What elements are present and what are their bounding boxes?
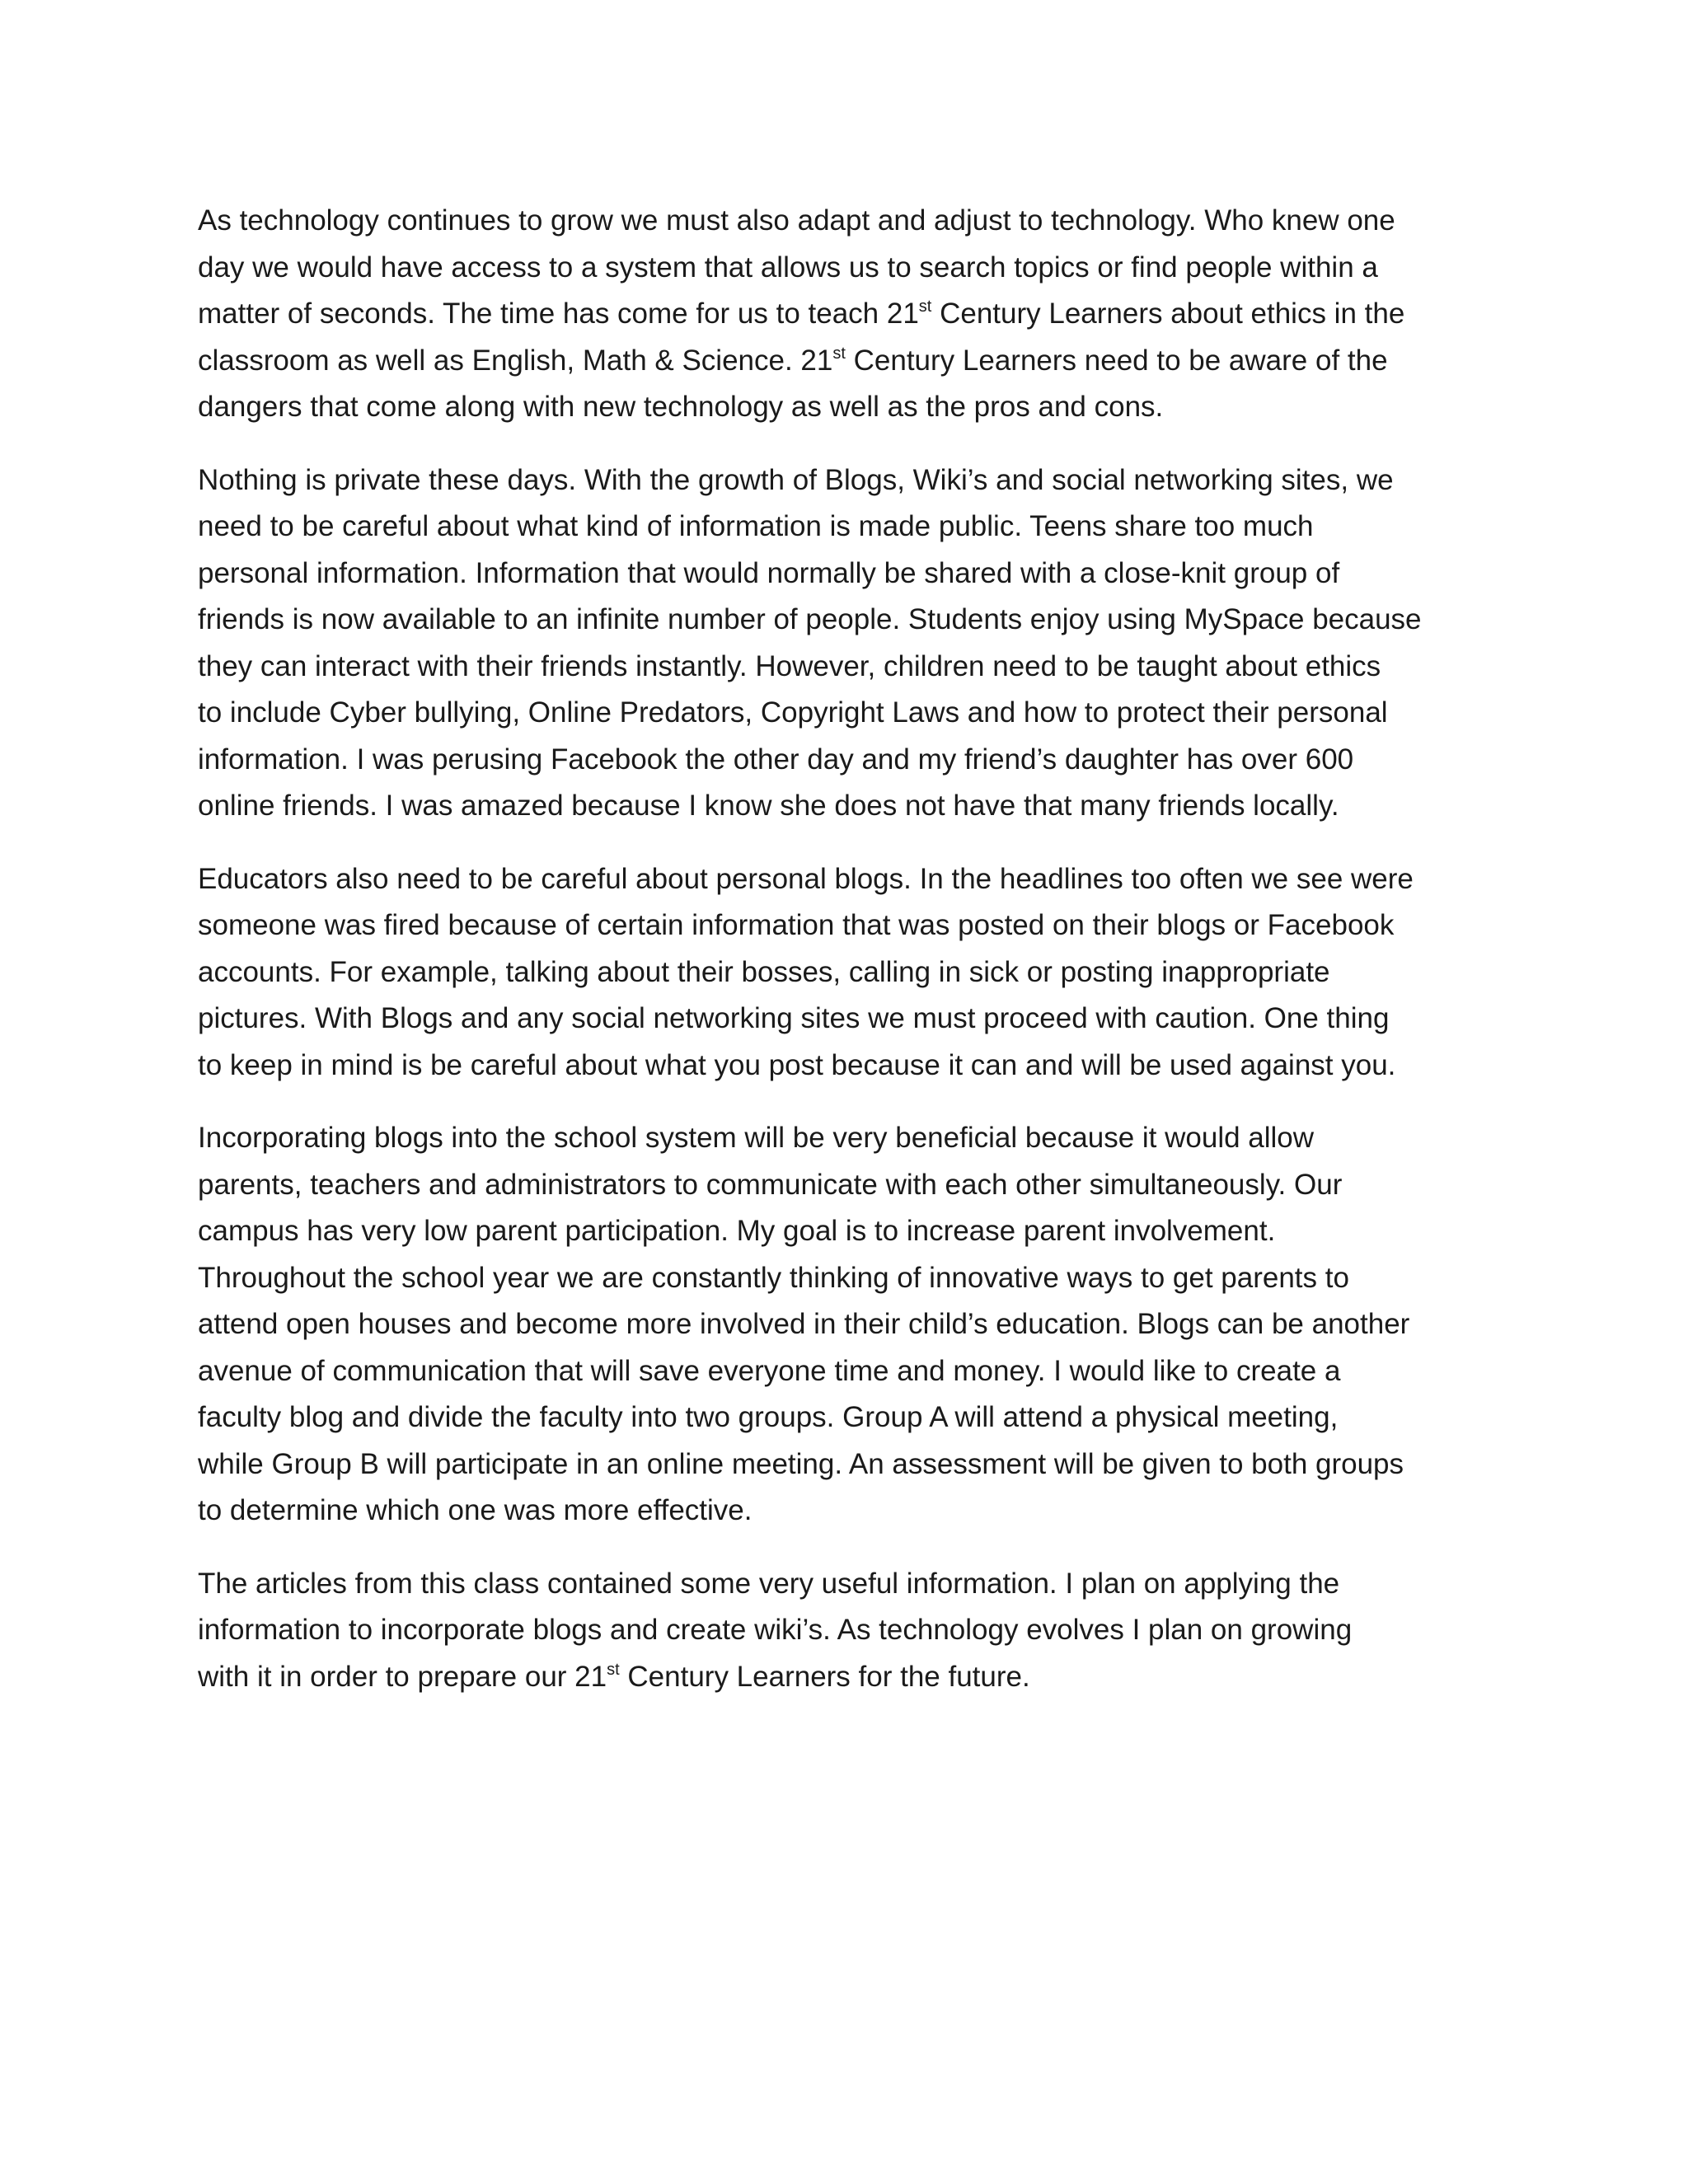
superscript-ordinal: st: [607, 1660, 620, 1679]
text-line: campus has very low parent participation. My goal is to increase parent involvement.: [198, 1215, 1276, 1247]
text-line: they can interact with their friends instantly. However, children need to be taught about ethics: [198, 649, 1381, 682]
text-line: As technology continues to grow we must also adapt and adjust to technology. Who knew one: [198, 204, 1395, 237]
text-line: day we would have access to a system that allows us to search topics or find people within a: [198, 251, 1378, 284]
text-line: need to be careful about what kind of information is made public. Teens share too much: [198, 510, 1314, 542]
text-line: dangers that come along with new technology as well as the pros and cons.: [198, 391, 1164, 423]
text-line: someone was fired because of certain information that was posted on their blogs or Facebook: [198, 909, 1395, 941]
text-line: to determine which one was more effective.: [198, 1494, 753, 1526]
text-line: personal information. Information that would normally be shared with a close-knit group of: [198, 556, 1340, 589]
text-line: Nothing is private these days. With the growth of Blogs, Wiki’s and social networking sites, we: [198, 463, 1394, 496]
superscript-ordinal: st: [918, 298, 932, 316]
paragraph-4: [198, 1115, 1492, 1535]
text-line: The articles from this class contained some very useful information. I plan on applying the: [198, 1567, 1340, 1600]
text-line: to keep in mind is be careful about what you post because it can and will be used against you.: [198, 1048, 1396, 1081]
text-line: faculty blog and divide the faculty into two groups. Group A will attend a physical meeting,: [198, 1401, 1339, 1433]
document-body: [198, 198, 1492, 1727]
text-line: Incorporating blogs into the school system will be very beneficial because it would allow: [198, 1122, 1315, 1154]
text-line: accounts. For example, talking about their bosses, calling in sick or posting inappropriate: [198, 955, 1330, 988]
text-line: while Group B will participate in an online meeting. An assessment will be given to both groups: [198, 1447, 1404, 1480]
paragraph-1: [198, 198, 1492, 431]
paragraph-2: [198, 457, 1492, 830]
text-line: attend open houses and become more involved in their child’s education. Blogs can be another: [198, 1308, 1410, 1340]
text-line: information. I was perusing Facebook the other day and my friend’s daughter has over 600: [198, 743, 1354, 776]
text-line: classroom as well as English, Math & Science. 21st Century Learners need to be aware of the: [198, 344, 1388, 377]
text-line: pictures. With Blogs and any social networking sites we must proceed with caution. One thing: [198, 1002, 1390, 1034]
paragraph-3: [198, 856, 1492, 1090]
superscript-ordinal: st: [832, 344, 846, 363]
paragraph-5: [198, 1561, 1492, 1701]
text-line: parents, teachers and administrators to communicate with each other simultaneously. Our: [198, 1168, 1343, 1201]
text-line: online friends. I was amazed because I know she does not have that many friends locally.: [198, 790, 1339, 822]
text-line: to include Cyber bullying, Online Predators, Copyright Laws and how to protect their personal: [198, 696, 1388, 729]
text-line: Educators also need to be careful about personal blogs. In the headlines too often we see were: [198, 862, 1414, 895]
text-line: Throughout the school year we are constantly thinking of innovative ways to get parents to: [198, 1261, 1349, 1294]
text-line: avenue of communication that will save everyone time and money. I would like to create a: [198, 1354, 1341, 1387]
text-line: information to incorporate blogs and create wiki’s. As technology evolves I plan on growing: [198, 1614, 1353, 1646]
text-line: with it in order to prepare our 21st Century Learners for the future.: [198, 1660, 1030, 1693]
text-line: friends is now available to an infinite number of people. Students enjoy using MySpace because: [198, 603, 1422, 635]
text-line: matter of seconds. The time has come for us to teach 21st Century Learners about ethics in the: [198, 298, 1405, 330]
